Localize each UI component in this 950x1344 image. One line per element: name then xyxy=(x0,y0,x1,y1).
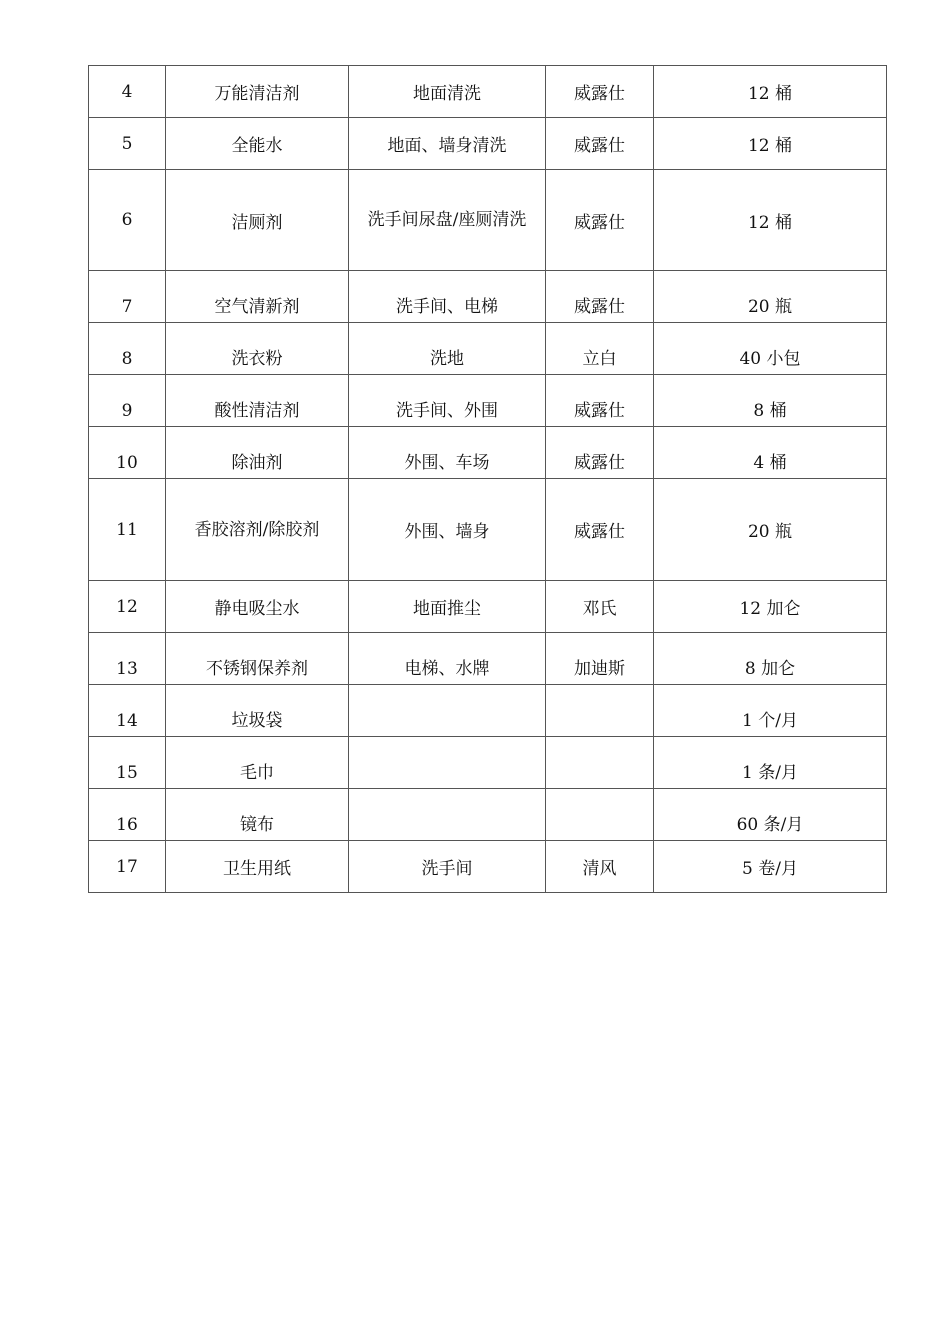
cell-name xyxy=(166,479,349,581)
table-row xyxy=(89,118,887,170)
table-row xyxy=(89,841,887,893)
cell-brand: 威露仕 xyxy=(546,375,654,427)
cell-name: 垃圾袋 xyxy=(166,685,349,737)
cell-no: 12 xyxy=(89,581,166,633)
table-row xyxy=(89,479,887,581)
cell-qty: 5 卷/月 xyxy=(654,841,887,893)
cell-name-text: 香胶溶剂/除胶剂 xyxy=(194,519,320,540)
cell-qty: 12 加仑 xyxy=(654,581,887,633)
cell-name: 空气清新剂 xyxy=(166,271,349,323)
cell-brand xyxy=(546,737,654,789)
cell-qty: 60 条/月 xyxy=(654,789,887,841)
cell-brand xyxy=(546,685,654,737)
table-row xyxy=(89,737,887,789)
cell-name: 不锈钢保养剂 xyxy=(166,633,349,685)
cell-name: 全能水 xyxy=(166,118,349,170)
cell-brand: 邓氏 xyxy=(546,581,654,633)
cell-use: 洗手间 xyxy=(349,841,546,893)
cell-name: 静电吸尘水 xyxy=(166,581,349,633)
cell-use: 外围、车场 xyxy=(349,427,546,479)
cell-brand: 加迪斯 xyxy=(546,633,654,685)
cell-brand: 威露仕 xyxy=(546,118,654,170)
cell-no: 5 xyxy=(89,118,166,170)
cell-no: 11 xyxy=(89,479,166,581)
cell-use: 地面清洗 xyxy=(349,66,546,118)
cell-brand: 威露仕 xyxy=(546,479,654,581)
cell-no: 15 xyxy=(89,737,166,789)
cell-name: 毛巾 xyxy=(166,737,349,789)
cell-no: 17 xyxy=(89,841,166,893)
cell-qty: 12 桶 xyxy=(654,66,887,118)
cell-use: 洗地 xyxy=(349,323,546,375)
cell-no: 10 xyxy=(89,427,166,479)
table-row xyxy=(89,323,887,375)
cell-use: 洗手间、外围 xyxy=(349,375,546,427)
cell-use xyxy=(349,170,546,271)
cell-brand: 清风 xyxy=(546,841,654,893)
cell-name: 洗衣粉 xyxy=(166,323,349,375)
cell-brand: 威露仕 xyxy=(546,170,654,271)
cell-qty: 12 桶 xyxy=(654,118,887,170)
cell-brand xyxy=(546,789,654,841)
supply-table xyxy=(88,65,887,893)
cell-use: 外围、墙身 xyxy=(349,479,546,581)
cell-qty: 8 加仑 xyxy=(654,633,887,685)
cell-brand: 威露仕 xyxy=(546,66,654,118)
cell-brand: 威露仕 xyxy=(546,427,654,479)
cell-use: 电梯、水牌 xyxy=(349,633,546,685)
table-row xyxy=(89,633,887,685)
cell-name: 洁厕剂 xyxy=(166,170,349,271)
cell-qty: 1 条/月 xyxy=(654,737,887,789)
cell-use xyxy=(349,685,546,737)
cell-qty: 1 个/月 xyxy=(654,685,887,737)
table-row xyxy=(89,66,887,118)
table-row xyxy=(89,375,887,427)
cell-no: 6 xyxy=(89,170,166,271)
cell-brand: 威露仕 xyxy=(546,271,654,323)
cell-name: 镜布 xyxy=(166,789,349,841)
cell-name: 除油剂 xyxy=(166,427,349,479)
cell-use: 地面推尘 xyxy=(349,581,546,633)
cell-brand: 立白 xyxy=(546,323,654,375)
table-row xyxy=(89,170,887,271)
cell-no: 8 xyxy=(89,323,166,375)
cell-name: 卫生用纸 xyxy=(166,841,349,893)
cell-no: 14 xyxy=(89,685,166,737)
table-row xyxy=(89,581,887,633)
table-row xyxy=(89,789,887,841)
cell-no: 16 xyxy=(89,789,166,841)
cell-qty: 12 桶 xyxy=(654,170,887,271)
cell-use: 洗手间、电梯 xyxy=(349,271,546,323)
cell-name: 万能清洁剂 xyxy=(166,66,349,118)
cell-use xyxy=(349,737,546,789)
cell-no: 7 xyxy=(89,271,166,323)
cell-no: 9 xyxy=(89,375,166,427)
cell-use: 地面、墙身清洗 xyxy=(349,118,546,170)
cell-use xyxy=(349,789,546,841)
cell-no: 13 xyxy=(89,633,166,685)
cell-qty: 20 瓶 xyxy=(654,479,887,581)
cell-qty: 40 小包 xyxy=(654,323,887,375)
cell-qty: 4 桶 xyxy=(654,427,887,479)
cell-use-text: 洗手间尿盘/座厕清洗 xyxy=(367,210,527,230)
cell-name: 酸性清洁剂 xyxy=(166,375,349,427)
cell-qty: 20 瓶 xyxy=(654,271,887,323)
table-row xyxy=(89,685,887,737)
cell-no: 4 xyxy=(89,66,166,118)
table-row xyxy=(89,271,887,323)
cell-qty: 8 桶 xyxy=(654,375,887,427)
table-row xyxy=(89,427,887,479)
